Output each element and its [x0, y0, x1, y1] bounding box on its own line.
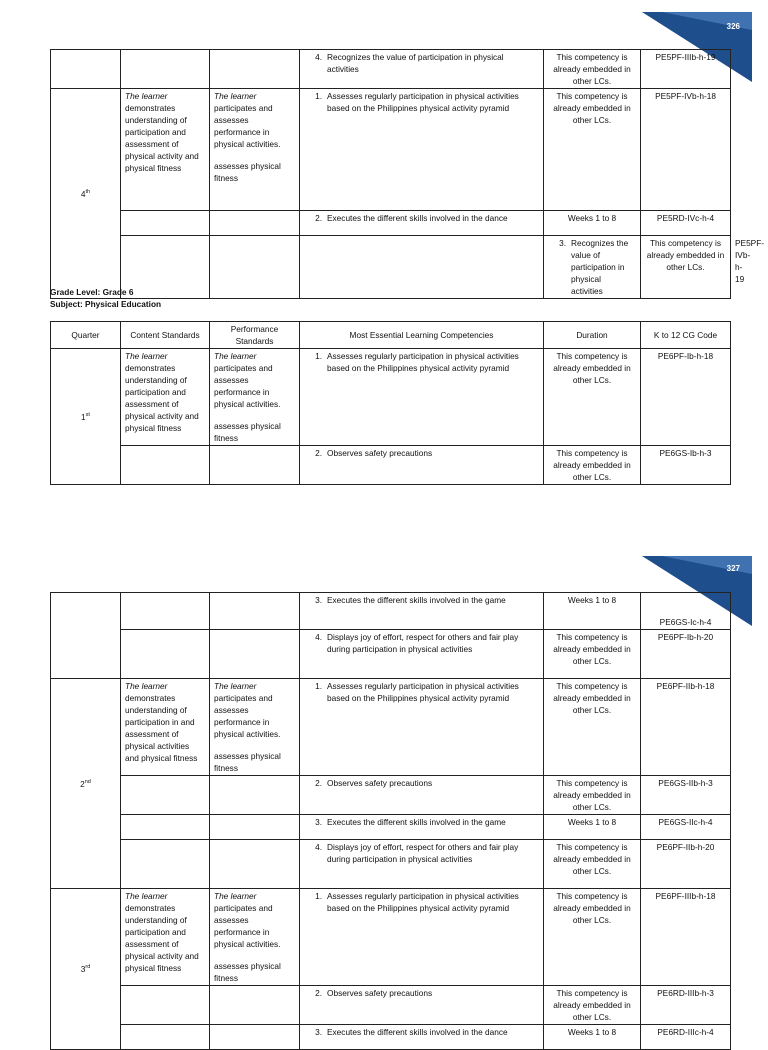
cg-code: PE5PF-IIIb-h-19 [641, 50, 731, 89]
performance-standard-cell: The learner participates and assesses performance in physical activities. assesses physical fitness [210, 349, 300, 446]
table-row [51, 815, 731, 840]
grade-subject-labels [50, 286, 161, 310]
header-content-standards: Content Standards [121, 322, 210, 349]
competency-cell: 1. Assesses regularly participation in physical activities based on the Philippines physical activity pyramid [300, 89, 544, 211]
competency-cell: 2. Executes the different skills involved in the dance [300, 211, 544, 236]
subject: Subject: Physical Education [50, 299, 162, 309]
quarter-cell: 3rd [51, 889, 121, 1050]
table-row: 3. Recognizes the value of participation in physical activities This competency is already embedded in other LCs. PE5PF-IVb-h-19 [51, 236, 731, 299]
header-cg-code: K to 12 CG Code [641, 322, 731, 349]
page-326 [0, 0, 768, 512]
performance-standard-cell: The learner participates and assesses performance in physical activities. assesses physical fitness [210, 889, 300, 986]
cg-code: PE6GS-IIb-h-3 [641, 776, 731, 815]
competency-cell: 3. Recognizes the value of participation in physical activities [544, 236, 641, 299]
cg-code: PE5RD-IVc-h-4 [641, 211, 731, 236]
header-row [51, 322, 731, 349]
table-row [51, 1025, 731, 1050]
competency-cell: 3. Executes the different skills involved in the game [300, 593, 544, 630]
quarter-cell: 4th [51, 89, 121, 299]
quarter-cell: 1st [51, 349, 121, 485]
page-number: 326 [726, 22, 740, 31]
cg-code: PE6RD-IIIb-h-3 [641, 986, 731, 1025]
competency-cell: 4. Displays joy of effort, respect for others and fair play during participation in physical activities [300, 630, 544, 679]
duration-cell: Weeks 1 to 8 [544, 593, 641, 630]
competency-cell: 1. Assesses regularly participation in physical activities based on the Philippines physical activity pyramid [300, 679, 544, 776]
performance-standard-cell: The learner participates and assesses performance in physical activities. assesses physical fitness [210, 679, 300, 776]
cg-code: PE6GS-Ic-h-4 [641, 593, 731, 630]
duration-cell: Weeks 1 to 8 [544, 815, 641, 840]
table-row [51, 776, 731, 815]
competency-cell: 3. Executes the different skills involved in the game [300, 815, 544, 840]
table-row [51, 630, 731, 679]
competency-cell: 2. Observes safety precautions [300, 776, 544, 815]
competency-cell: 2. Observes safety precautions [300, 986, 544, 1025]
cg-code: PE6PF-IIb-h-18 [641, 679, 731, 776]
duration-cell: This competency is already embedded in other LCs. [544, 630, 641, 679]
grade6-table [50, 321, 731, 485]
competency-cell: 2. Observes safety precautions [300, 446, 544, 485]
duration-cell: This competency is already embedded in other LCs. [544, 840, 641, 889]
duration-cell: This competency is already embedded in other LCs. [544, 776, 641, 815]
duration-cell: This competency is already embedded in other LCs. [544, 349, 641, 446]
duration-cell: Weeks 1 to 8 [544, 211, 641, 236]
duration-cell: This competency is already embedded in other LCs. [544, 679, 641, 776]
competency-cell: 1. Assesses regularly participation in physical activities based on the Philippines physical activity pyramid [300, 889, 544, 986]
content-standard-cell: The learner demonstrates understanding of participation and assessment of physical activity and physical fitness [121, 889, 210, 986]
table-row [51, 211, 731, 236]
cg-code: PE5PF-IVb-h-18 [641, 89, 731, 211]
header-quarter: Quarter [51, 322, 121, 349]
table-row [51, 349, 731, 446]
page-327 [0, 512, 768, 1037]
table-row [51, 50, 731, 89]
performance-standard-cell: The learner participates and assesses performance in physical activities. assesses physical fitness [210, 89, 300, 211]
duration-cell: This competency is already embedded in other LCs. [544, 889, 641, 986]
quarter-cell: 2nd [51, 679, 121, 889]
content-standard-cell: The learner demonstrates understanding of participation in and assessment of physical activities and physical fitness [121, 679, 210, 776]
cg-code: PE6GS-Ib-h-3 [641, 446, 731, 485]
page-number: 327 [726, 564, 740, 573]
duration-cell: This competency is already embedded in other LCs. [544, 89, 641, 211]
duration-cell: Weeks 1 to 8 [544, 1025, 641, 1050]
cg-code: PE6PF-Ib-h-18 [641, 349, 731, 446]
grade6-table-continued [50, 592, 731, 1050]
table-row [51, 593, 731, 630]
duration-cell: This competency is already embedded in other LCs. [641, 236, 731, 299]
competency-cell: 3. Executes the different skills involved in the dance [300, 1025, 544, 1050]
table-row [51, 679, 731, 776]
competency-cell: 4. Displays joy of effort, respect for others and fair play during participation in physical activities [300, 840, 544, 889]
competency-cell: 1. Assesses regularly participation in physical activities based on the Philippines physical activity pyramid [300, 349, 544, 446]
table-row [51, 446, 731, 485]
grade5-table-continued [50, 49, 765, 299]
header-duration: Duration [544, 322, 641, 349]
grade-level: Grade Level: Grade 6 [50, 287, 134, 297]
table-row [51, 840, 731, 889]
duration-cell: This competency is already embedded in other LCs. [544, 50, 641, 89]
content-standard-cell: The learner demonstrates understanding of participation and assessment of physical activity and physical fitness [121, 349, 210, 446]
cg-code: PE6RD-IIIc-h-4 [641, 1025, 731, 1050]
duration-cell: This competency is already embedded in other LCs. [544, 446, 641, 485]
header-melc: Most Essential Learning Competencies [300, 322, 544, 349]
cg-code: PE6PF-IIIb-h-18 [641, 889, 731, 986]
table-row [51, 889, 731, 986]
cg-code: PE6PF-IIb-h-20 [641, 840, 731, 889]
cg-code: PE6GS-IIc-h-4 [641, 815, 731, 840]
table-row [51, 986, 731, 1025]
table-row [51, 89, 731, 211]
duration-cell: This competency is already embedded in other LCs. [544, 986, 641, 1025]
header-performance-standards: Performance Standards [210, 322, 300, 349]
cg-code: PE6PF-Ib-h-20 [641, 630, 731, 679]
content-standard-cell: The learner demonstrates understanding of participation and assessment of physical activity and physical fitness [121, 89, 210, 211]
competency-cell: 4. Recognizes the value of participation in physical activities [300, 50, 544, 89]
